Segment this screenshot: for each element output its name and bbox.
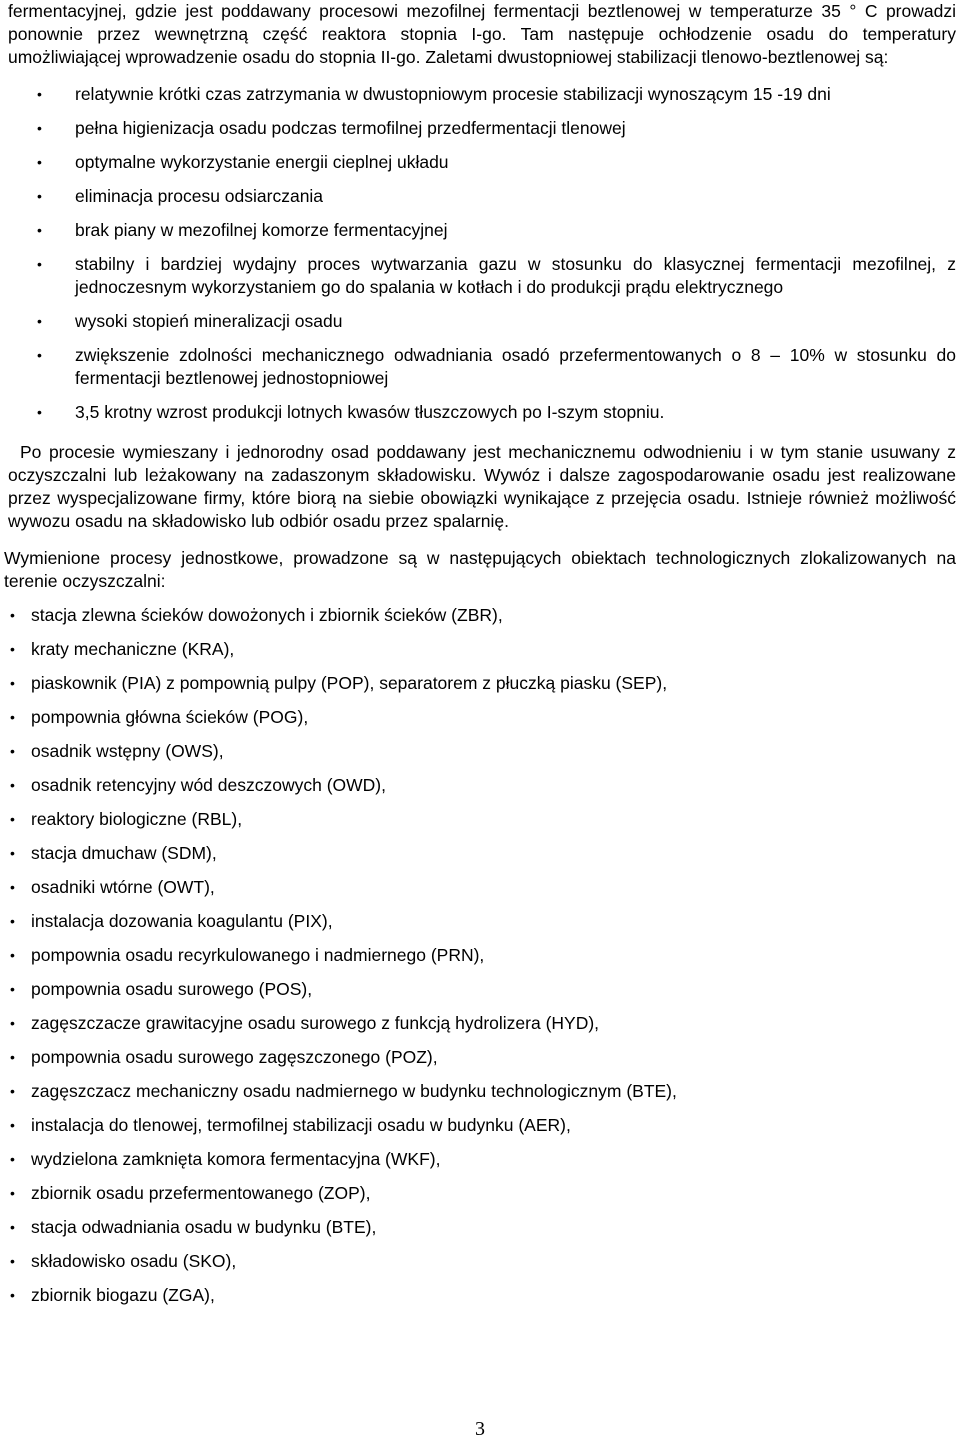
list-item: • piaskownik (PIA) z pompownią pulpy (POP), separatorem z płuczką piasku (SEP), bbox=[31, 672, 956, 695]
list-item: • wysoki stopień mineralizacji osadu bbox=[75, 310, 956, 333]
list-item: • 3,5 krotny wzrost produkcji lotnych kwasów tłuszczowych po I-szym stopniu. bbox=[75, 401, 956, 424]
list-item: • pompownia osadu surowego (POS), bbox=[31, 978, 956, 1001]
list-item: • optymalne wykorzystanie energii cieplnej układu bbox=[75, 151, 956, 174]
list-item: • pompownia główna ścieków (POG), bbox=[31, 706, 956, 729]
list-item: • zagęszczacz mechaniczny osadu nadmiernego w budynku technologicznym (BTE), bbox=[31, 1080, 956, 1103]
advantages-list bbox=[8, 83, 956, 424]
list-item: • relatywnie krótki czas zatrzymania w dwustopniowym procesie stabilizacji wynoszącym 15 -19 dni bbox=[75, 83, 956, 106]
list-item: • pompownia osadu recyrkulowanego i nadmiernego (PRN), bbox=[31, 944, 956, 967]
list-item: • pełna higienizacja osadu podczas termofilnej przedfermentacji tlenowej bbox=[75, 117, 956, 140]
objects-list bbox=[8, 604, 956, 1307]
list-item: • reaktory biologiczne (RBL), bbox=[31, 808, 956, 831]
list-item: • wydzielona zamknięta komora fermentacyjna (WKF), bbox=[31, 1148, 956, 1171]
list-item: • kraty mechaniczne (KRA), bbox=[31, 638, 956, 661]
list-item: • brak piany w mezofilnej komorze fermentacyjnej bbox=[75, 219, 956, 242]
list-item: • zbiornik biogazu (ZGA), bbox=[31, 1284, 956, 1307]
objects-intro-paragraph: Wymienione procesy jednostkowe, prowadzone są w następujących obiektach technologicznych zlokalizowanych na terenie oczyszczalni: bbox=[4, 548, 956, 591]
list-item: • pompownia osadu surowego zagęszczonego (POZ), bbox=[31, 1046, 956, 1069]
intro-paragraph: fermentacyjnej, gdzie jest poddawany procesowi mezofilnej fermentacji beztlenowej w temperaturze 35 ° C prowadzi ponownie przez wewnętrzną część reaktora stopnia I-go. Tam następuje ochłodzenie osadu do temperatury umożliwiającej wprowadzenie osadu do stopnia II-go. Zaletami dwustopniowej stabilizacji tlenowo-beztlenowej są: bbox=[8, 1, 956, 67]
list-item: • stacja odwadniania osadu w budynku (BTE), bbox=[31, 1216, 956, 1239]
list-item: • składowisko osadu (SKO), bbox=[31, 1250, 956, 1273]
page-number: 3 bbox=[475, 1418, 485, 1440]
list-item: • zwiększenie zdolności mechanicznego odwadniania osadó przefermentowanych o 8 – 10% w stosunku do fermentacji beztlenowej jednostopniowej bbox=[75, 344, 956, 390]
list-item: • osadniki wtórne (OWT), bbox=[31, 876, 956, 899]
list-item: • zagęszczacze grawitacyjne osadu surowego z funkcją hydrolizera (HYD), bbox=[31, 1012, 956, 1035]
list-item: • zbiornik osadu przefermentowanego (ZOP), bbox=[31, 1182, 956, 1205]
list-item: • osadnik wstępny (OWS), bbox=[31, 740, 956, 763]
list-item: • eliminacja procesu odsiarczania bbox=[75, 185, 956, 208]
dewatering-paragraph: Po procesie wymieszany i jednorodny osad poddawany jest mechanicznemu odwodnieniu i w tym stanie usuwany z oczyszczalni lub leżakowany na zadaszonym składowisku. Wywóz i dalsze zagospodarowanie osadu jest realizowane przez wyspecjalizowane firmy, które biorą na siebie obowiązki wynikające z przejęcia osadu. Istnieje również możliwość wywozu osadu na składowisko lub odbiór osadu przez spalarnię. bbox=[8, 442, 956, 531]
list-item: • stabilny i bardziej wydajny proces wytwarzania gazu w stosunku do klasycznej fermentacji mezofilnej, z jednoczesnym wykorzystaniem go do spalania w kotłach i do produkcji prądu elektrycznego bbox=[75, 253, 956, 299]
list-item: • stacja dmuchaw (SDM), bbox=[31, 842, 956, 865]
list-item: • osadnik retencyjny wód deszczowych (OWD), bbox=[31, 774, 956, 797]
list-item: • instalacja do tlenowej, termofilnej stabilizacji osadu w budynku (AER), bbox=[31, 1114, 956, 1137]
list-item: • instalacja dozowania koagulantu (PIX), bbox=[31, 910, 956, 933]
list-item: • stacja zlewna ścieków dowożonych i zbiornik ścieków (ZBR), bbox=[31, 604, 956, 627]
